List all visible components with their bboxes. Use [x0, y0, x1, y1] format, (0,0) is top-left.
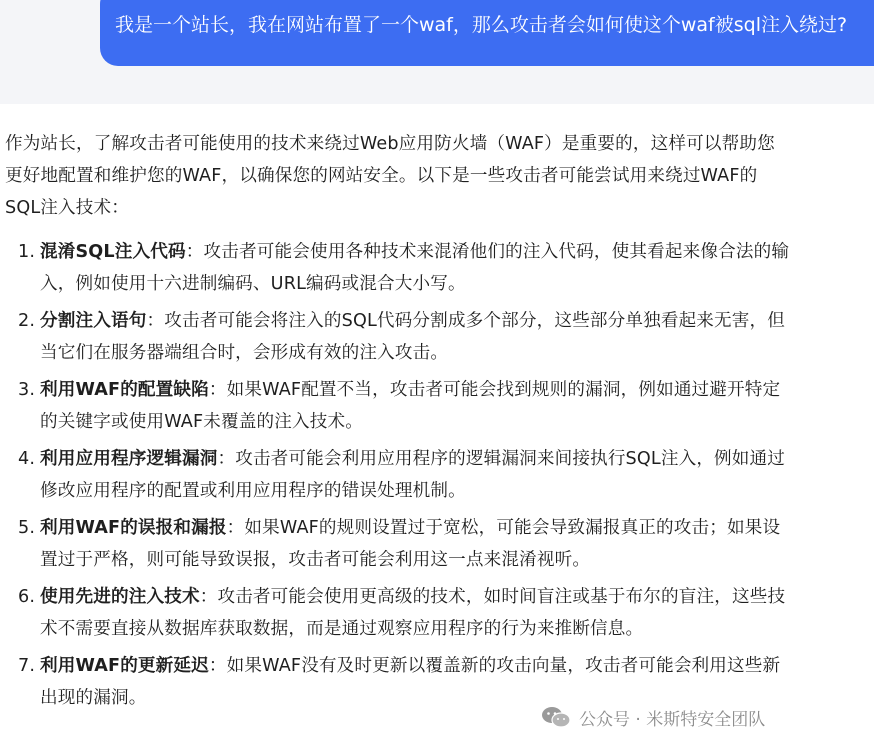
item-text: ：如果WAF的规则设置过于宽松，可能会导致漏报真正的攻击；如果设 [226, 518, 781, 538]
list-item [5, 236, 874, 300]
user-message-bubble [100, 0, 874, 66]
item-title: 利用WAF的误报和漏报 [40, 518, 227, 538]
list-number: 3. [18, 380, 36, 400]
list-number: 4. [18, 449, 36, 469]
list-item [5, 443, 874, 507]
item-text: ：攻击者可能会将注入的SQL代码分割成多个部分，这些部分单独看起来无害，但 [146, 311, 786, 331]
list-item [5, 581, 874, 645]
item-title: 分割注入语句 [40, 311, 147, 331]
intro-line: 更好地配置和维护您的WAF，以确保您的网站安全。以下是一些攻击者可能尝试用来绕过WAF的 [5, 166, 758, 186]
item-title: 利用应用程序逻辑漏洞 [40, 449, 218, 469]
item-text: ：攻击者可能会利用应用程序的逻辑漏洞来间接执行SQL注入，例如通过 [217, 449, 786, 469]
item-text: 入，例如使用十六进制编码、URL编码或混合大小写。 [40, 274, 466, 294]
question-area [0, 0, 874, 104]
intro-line: 作为站长，了解攻击者可能使用的技术来绕过Web应用防火墙（WAF）是重要的，这样可以帮助您 [5, 134, 775, 154]
item-title: 混淆SQL注入代码 [40, 242, 186, 262]
item-text: 术不需要直接从数据库获取数据，而是通过观察应用程序的行为来推断信息。 [40, 619, 644, 639]
list-number: 1. [18, 242, 36, 262]
item-text: ：如果WAF没有及时更新以覆盖新的攻击向量，攻击者可能会利用这些新 [208, 656, 781, 676]
watermark [535, 700, 771, 734]
list-number: 2. [18, 311, 36, 331]
item-text: ：攻击者可能会使用各种技术来混淆他们的注入代码，使其看起来像合法的输 [185, 242, 790, 262]
list-item [5, 374, 874, 438]
list-number: 6. [18, 587, 36, 607]
wechat-icon [541, 706, 571, 728]
list-item [5, 512, 874, 576]
list-number: 7. [18, 656, 36, 676]
item-text: 出现的漏洞。 [40, 688, 147, 708]
item-text: 置过于严格，则可能导致误报，攻击者可能会利用这一点来混淆视听。 [40, 550, 591, 570]
item-text: 当它们在服务器端组合时，会形成有效的注入攻击。 [40, 343, 449, 363]
item-text: ：如果WAF配置不当，攻击者可能会找到规则的漏洞，例如通过避开特定 [208, 380, 781, 400]
item-title: 使用先进的注入技术 [40, 587, 200, 607]
item-text: 修改应用程序的配置或利用应用程序的错误处理机制。 [40, 481, 466, 501]
answer-intro [5, 128, 874, 224]
item-title: 利用WAF的配置缺陷 [40, 380, 209, 400]
item-title: 利用WAF的更新延迟 [40, 656, 209, 676]
assistant-answer [5, 128, 874, 719]
item-text: 的关键字或使用WAF未覆盖的注入技术。 [40, 412, 363, 432]
intro-line: SQL注入技术： [5, 198, 129, 218]
user-message-text: 我是一个站长，我在网站布置了一个waf，那么攻击者会如何使这个waf被sql注入绕过? [115, 14, 848, 36]
technique-list [5, 236, 874, 714]
watermark-text: 公众号 · 米斯特安全团队 [579, 709, 766, 730]
item-text: ：攻击者可能会使用更高级的技术，如时间盲注或基于布尔的盲注，这些技 [199, 587, 786, 607]
list-number: 5. [18, 518, 36, 538]
list-item [5, 305, 874, 369]
